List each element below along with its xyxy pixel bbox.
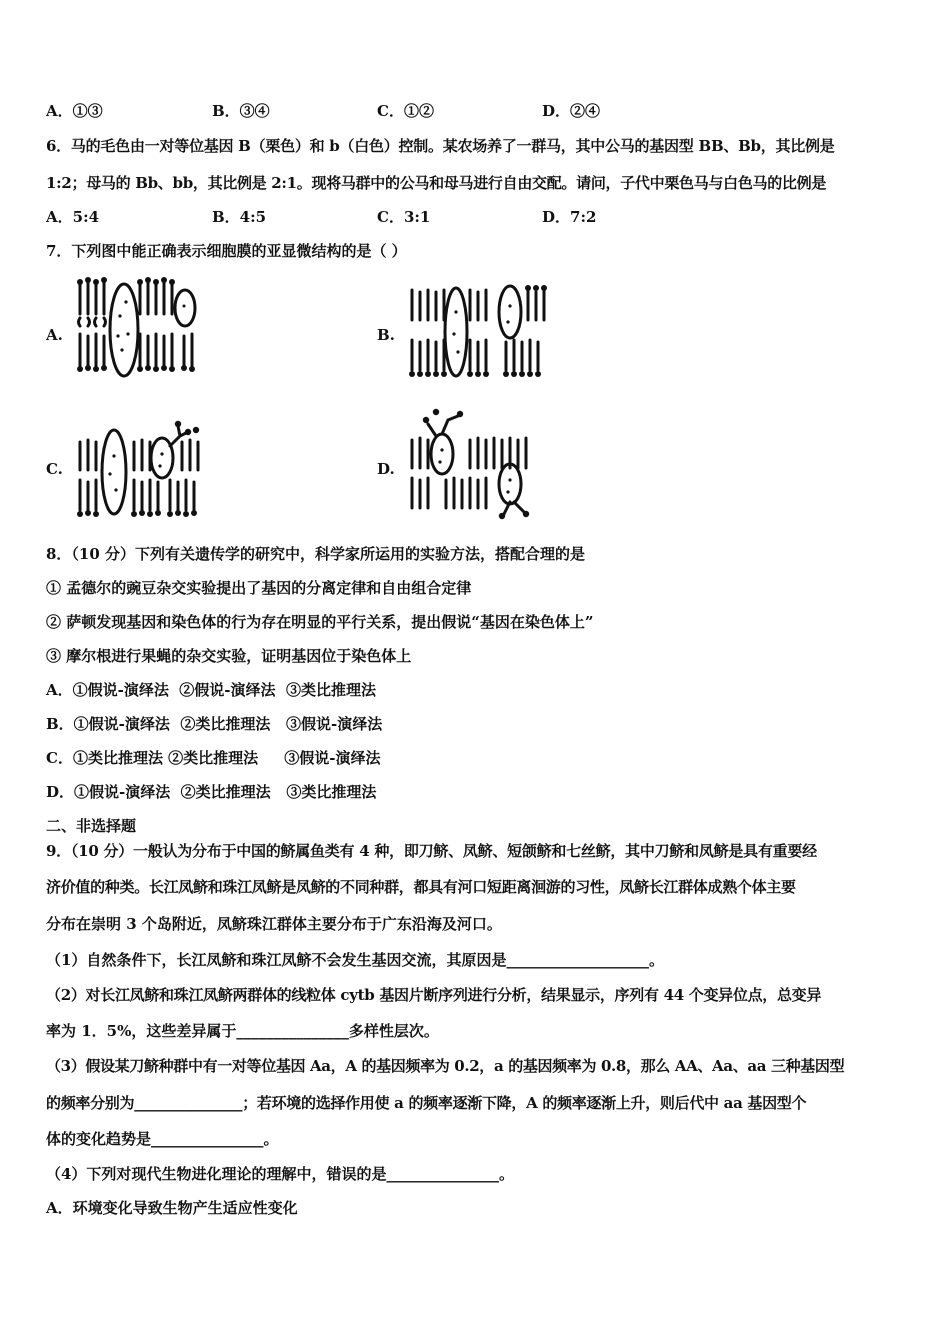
q7-label-d: D. — [377, 460, 395, 478]
q8-option-b: B．①假说-演绎法 ②类比推理法 ③假说-演绎法 — [46, 715, 383, 733]
membrane-diagram-d — [406, 404, 538, 528]
q6-stem-line1: 6．马的毛色由一对等位基因 B（栗色）和 b（白色）控制。某农场养了一群马，其中公马的基因型 BB、Bb，其比例是 — [46, 137, 835, 155]
q7-label-c: C. — [46, 460, 63, 478]
q9-stem-line3: 分布在崇明 3 个岛附近，凤鲚珠江群体主要分布于广东沿海及河口。 — [46, 915, 502, 933]
q5-option-a: A．①③ — [46, 102, 103, 120]
membrane-diagram-a — [74, 276, 202, 384]
section-title: 二、非选择题 — [46, 817, 137, 835]
q5-option-b: B．③④ — [212, 102, 270, 120]
q9-part3-line1: （3）假设某刀鲚种群中有一对等位基因 Aa，A 的基因频率为 0.2，a 的基因频率为 0.8，那么 AA、Aa、aa 三种基因型 — [46, 1057, 845, 1075]
q9-part3-line3: 体的变化趋势是_______________。 — [46, 1130, 279, 1148]
q8-option-d: D．①假说-演绎法 ②类比推理法 ③类比推理法 — [46, 783, 377, 801]
q9-part4-option-a: A．环境变化导致生物产生适应性变化 — [46, 1199, 298, 1217]
q6-option-b: B．4:5 — [212, 208, 267, 226]
q9-stem-line2: 济价值的种类。长江凤鲚和珠江凤鲚是凤鲚的不同种群，都具有河口短距离洄游的习性，凤鲚长江群体成熟个体主要 — [46, 878, 796, 896]
q5-option-d: D．②④ — [542, 102, 601, 120]
q8-option-c: C．①类比推理法 ②类比推理法 ③假说-演绎法 — [46, 749, 381, 767]
q9-stem-line1: 9．（10 分）一般认为分布于中国的鲚属鱼类有 4 种，即刀鲚、凤鲚、短颌鲚和七丝鲚，其中刀鲚和凤鲚是具有重要经 — [46, 842, 817, 860]
q6-option-a: A．5:4 — [46, 208, 100, 226]
q7-stem: 7．下列图中能正确表示细胞膜的亚显微结构的是（ ） — [46, 242, 407, 260]
q9-part2-line2: 率为 1．5%，这些差异属于_______________多样性层次。 — [46, 1022, 439, 1040]
membrane-diagram-b — [406, 282, 550, 382]
q9-part4: （4）下列对现代生物进化理论的理解中，错误的是_______________。 — [46, 1165, 514, 1183]
q6-option-d: D．7:2 — [542, 208, 597, 226]
q8-item-3: ③ 摩尔根进行果蝇的杂交实验，证明基因位于染色体上 — [46, 647, 412, 665]
q8-item-1: ① 孟德尔的豌豆杂交实验提出了基因的分离定律和自由组合定律 — [46, 579, 472, 597]
q8-option-a: A．①假说-演绎法 ②假说-演绎法 ③类比推理法 — [46, 681, 376, 699]
q8-item-2: ② 萨顿发现基因和染色体的行为存在明显的平行关系，提出假说“基因在染色体上” — [46, 613, 594, 631]
q9-part1: （1）自然条件下，长江凤鲚和珠江凤鲚不会发生基因交流，其原因是___________________。 — [46, 951, 664, 969]
q6-option-c: C．3:1 — [377, 208, 431, 226]
q7-label-b: B. — [377, 326, 395, 344]
q9-part3-line2: 的频率分别为_______________；若环境的选择作用使 a 的频率逐渐下降，A 的频率逐渐上升，则后代中 aa 基因型个 — [46, 1094, 807, 1112]
q9-part2-line1: （2）对长江凤鲚和珠江凤鲚两群体的线粒体 cytb 基因片断序列进行分析，结果显示，序列有 44 个变异位点，总变异 — [46, 986, 822, 1004]
q6-stem-line2: 1:2；母马的 Bb、bb，其比例是 2:1。现将马群中的公马和母马进行自由交配。请问，子代中栗色马与白色马的比例是 — [46, 174, 827, 192]
q7-label-a: A. — [46, 326, 63, 344]
membrane-diagram-c — [74, 408, 206, 522]
q8-stem: 8．（10 分）下列有关遗传学的研究中，科学家所运用的实验方法，搭配合理的是 — [46, 545, 586, 563]
q5-option-c: C．①② — [377, 102, 434, 120]
